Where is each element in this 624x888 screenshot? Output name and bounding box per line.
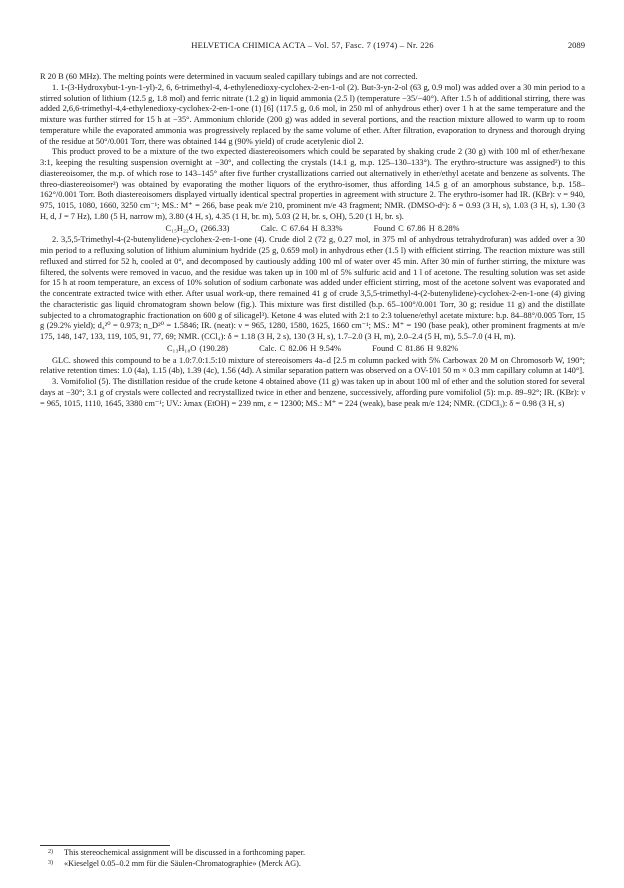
footnote: [40, 859, 585, 870]
paragraph: 1. 1-(3-Hydroxybut-1-yn-1-yl)-2, 6, 6-trimethyl-4, 4-ethylenedioxy-cyclohex-2-en-1-ol (2). But-3-yn-2-ol (63 g, 0.9 mol) was added over a 30 min period to a stirred solution of lithium (12.5 g, 1.8 mol) and ferric nitrate (1.2 g) in liquid ammonia (2.5 l) (temperature −35/−40°). After 1.5 h of additional stirring, there was added 2,6,6-trimethyl-4,4-ethylenedioxy-cyclohex-2-en-1-one (1) [6] (117.5 g, 0.6 mol, in 250 ml of anhydrous ether) over 1 h at the same temperature and the mixture was further stirred for 15 h at −35°. Ammonium chloride (200 g) was added in several portions, and the reaction mixture allowed to warm up to room temperature while the evaporated ammonia was progressively replaced by the same volume of ether. After filtration, evaporation to dryness and thorough drying of the residue at 50°/0.001 Torr, there was obtained 144 g (90% yield) of crude acetylenic diol 2.: [40, 82, 585, 146]
footnote-text: «Kieselgel 0.05–0.2 mm für die Säulen-Chromatographie» (Merck AG).: [64, 858, 301, 868]
found-values: Found C 67.86 H 8.28%: [373, 223, 460, 233]
article-body: [40, 72, 585, 409]
paragraph: 3. Vomifoliol (5). The distillation residue of the crude ketone 4 obtained above (11 g) was taken up in about 100 ml of ether and the solution stored for several days at −30°; 3.1 g of crystals were collected and recrystallized twice in ether and benzene, successively, affording pure vomifoliol (5): m.p. 89–92°; IR. (KBr): ν = 965, 1015, 1110, 1645, 3380 cm⁻¹; UV.: λmax (EtOH) = 239 nm, ε = 12300; MS.: M⁺ = 224 (weak), base peak m/e 124; NMR. (CDCl₃): δ = 0.98 (3 H, s): [40, 377, 585, 408]
journal-title: HELVETICA CHIMICA ACTA – Vol. 57, Fasc. 7 (1974) – Nr. 226: [191, 40, 434, 50]
footnotes: [40, 848, 585, 869]
elemental-analysis: [40, 224, 585, 235]
paragraph: R 20 B (60 MHz). The melting points were determined in vacuum sealed capillary tubings and are not corrected.: [40, 72, 418, 81]
paragraph: This product proved to be a mixture of the two expected diastereoisomers which could be separated by shaking crude 2 (30 g) with 100 ml of ether/hexane 3:1, keeping the resulting suspension overnight at −30°, and collecting the crystals (14.1 g, m.p. 125–130–133°). The erythro-structure was assigned²) to this diastereoisomer, the m.p. of which rose to 143–145° after five further crystallizations carried out alternatively in ether/ethyl acetate and benzene as solvents. The threo-diastereoisomer²) was obtained by evaporating the mother liquors of the erythro-isomer, thus affording 14.5 g of an amorphous substance, b.p. 158–162°/0.001 Torr. Both diastereoisomers displayed virtually identical spectral properties in agreement with structure 2. The erythro-isomer had IR. (KBr): ν = 940, 975, 1015, 1080, 1660, 3250 cm⁻¹; MS.: M⁺ = 266, base peak m/e 210, prominent m/e 43 fragment; NMR. (DMSO-d⁶): δ = 0.93 (3 H, s), 1.03 (3 H, s), 1.30 (3 H, d, J = 7 Hz), 1.80 (5 H, narrow m), 3.80 (4 H, s), 4.35 (1 H, br. m), 5.03 (2 H, br. s, OH), 5.20 (1 H, br. s).: [40, 147, 585, 221]
molecular-formula: C₁₅H₂₂O₄ (266.33): [165, 223, 230, 233]
footnote-mark: 3): [48, 859, 53, 866]
found-values: Found C 81.86 H 9.82%: [372, 343, 459, 353]
elemental-analysis: [40, 344, 585, 355]
molecular-formula: C₁₃H₁₈O (190.28): [166, 343, 229, 353]
paragraph: GLC. showed this compound to be a 1.0:7.0:1.5:10 mixture of stereoisomers 4a–d [2.5 m column packed with 5% Carbowax 20 M on Chromosorb W, 190°; relative retention times: 1.0 (4a), 1.15 (4b), 1.39 (4c), 1.56 (4d). A similar separation pattern was observed on a OV-101 50 m × 0.3 mm capillary column at 140°].: [40, 355, 585, 376]
paragraph: 2. 3,5,5-Trimethyl-4-(2-butenylidene)-cyclohex-2-en-1-one (4). Crude diol 2 (72 g, 0.27 mol, in 375 ml of anhydrous tetrahydrofuran) was added over a 30 min period to a refluxing solution of lithium aluminium hydride (25 g, 0.659 mol) in anhydrous ether (1.5 l) with efficient stirring. The reaction mixture was still refluxed and stirred for 52 h, cooled at 0°, and decomposed by cautiously adding 100 ml of water over 45 min. After 30 min of further stirring, the mixture was filtered, the solvents were removed in vacuo, and the residue was taken up in 100 ml of 5% sulfuric acid and 1 l of acetone. The resulting solution was set aside for 15 h at room temperature, an excess of 10% solution of sodium carbonate was added under efficient stirring, most of the acetone solvent was evaporated and the concentrate extracted twice with ether. After usual work-up, there remained 41 g of crude 3,5,5-trimethyl-4-(2-butenylidene)-cyclohex-2-en-1-one (4) giving the characteristic gas liquid chromatogram shown below (fig.). This mixture was first distilled (b.p. 65–100°/0.001 Torr, 30 g; residue 11 g) and the distillate subjected to a chromatographic fractionation on 600 g of silicagel³). Ketone 4 was eluted with 2:1 to 2:3 toluene/ethyl acetate mixture: b.p. 84–88°/0.005 Torr, 15 g (29.2% yield); d₄²⁰ = 0.973; n_D²⁰ = 1.5846; IR. (neat): ν = 965, 1280, 1580, 1625, 1660 cm⁻¹; MS.: M⁺ = 190 (base peak), other prominent fragments at m/e 175, 148, 147, 133, 119, 105, 91, 77, 69; NMR. (CCl₄): δ = 1.18 (3 H, 2 s), 130 (3 H, s), 1.7–2.0 (3 H, m), 2.0–2.4 (5 H, m), 5.5–7.0 (4 H, m).: [40, 235, 585, 341]
calculated-values: Calc. C 67.64 H 8.33%: [260, 223, 343, 233]
footnote: [40, 848, 585, 859]
footnote-text: This stereochemical assignment will be discussed in a forthcoming paper.: [64, 848, 306, 857]
running-header: [40, 40, 585, 51]
page-number: 2089: [567, 40, 585, 50]
footnote-mark: 2): [48, 849, 53, 855]
footnote-divider: [40, 845, 170, 846]
calculated-values: Calc. C 82.06 H 9.54%: [259, 343, 342, 353]
